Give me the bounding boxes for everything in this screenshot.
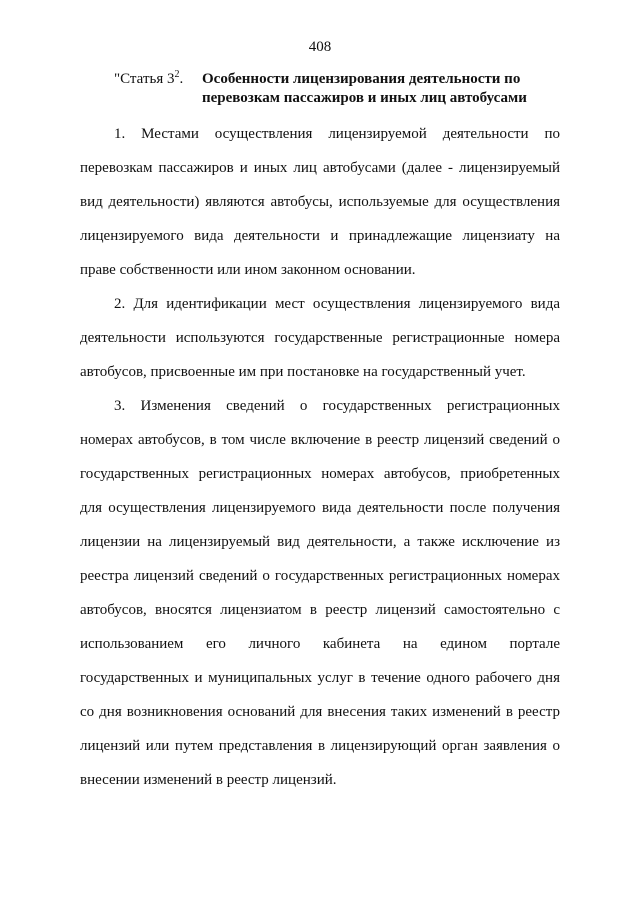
- paragraph-line: автобусов, присвоенные им при постановке на государственный учет.: [80, 364, 526, 380]
- paragraph-line: автобусов, вносятся лицензиатом в реестр лицензий самостоятельно с: [80, 602, 560, 618]
- article-header: [114, 70, 574, 110]
- paragraph-line: номерах автобусов, в том числе включение в реестр лицензий сведений о: [80, 432, 560, 448]
- paragraph-line: вид деятельности) являются автобусы, используемые для осуществления: [80, 194, 560, 210]
- article-title: [202, 70, 574, 108]
- page-number: 408: [308, 39, 332, 55]
- paragraph-line: праве собственности или ином законном основании.: [80, 262, 416, 278]
- paragraph-line: перевозкам пассажиров и иных лиц автобусами (далее - лицензируемый: [80, 160, 560, 176]
- paragraph-3: [80, 396, 560, 804]
- paragraph-line: использованием его личного кабинета на едином портале: [80, 636, 560, 652]
- paragraph-line: реестра лицензий сведений о государственных регистрационных номерах: [80, 568, 560, 584]
- paragraph-line: внесении изменений в реестр лицензий.: [80, 772, 337, 788]
- article-label-text: "Статья 3: [114, 71, 175, 87]
- paragraph-line: деятельности используются государственные регистрационные номера: [80, 330, 560, 346]
- paragraph-1: [80, 124, 560, 294]
- paragraph-2: [80, 294, 560, 396]
- article-label-suffix: .: [179, 71, 184, 87]
- paragraph-line: государственных регистрационных номерах автобусов, приобретенных: [80, 466, 560, 482]
- article-body: [80, 124, 560, 804]
- paragraph-line: государственных и муниципальных услуг в течение одного рабочего дня: [80, 670, 560, 686]
- paragraph-line: 3. Изменения сведений о государственных регистрационных: [114, 398, 560, 414]
- paragraph-line: лицензий или путем представления в лицензирующий орган заявления о: [80, 738, 560, 754]
- paragraph-line: 2. Для идентификации мест осуществления лицензируемого вида: [114, 296, 560, 312]
- article-title-line: перевозкам пассажиров и иных лиц автобусами: [202, 90, 527, 106]
- paragraph-line: для осуществления лицензируемого вида деятельности после получения: [80, 500, 560, 516]
- paragraph-line: 1. Местами осуществления лицензируемой деятельности по: [114, 126, 560, 142]
- paragraph-line: лицензии на лицензируемый вид деятельности, а также исключение из: [80, 534, 560, 550]
- article-label: [114, 70, 183, 88]
- article-title-line: Особенности лицензирования деятельности по: [202, 71, 521, 87]
- article-label-superscript: 2: [174, 69, 180, 80]
- paragraph-line: лицензируемого вида деятельности и принадлежащие лицензиату на: [80, 228, 560, 244]
- paragraph-line: со дня возникновения оснований для внесения таких изменений в реестр: [80, 704, 560, 720]
